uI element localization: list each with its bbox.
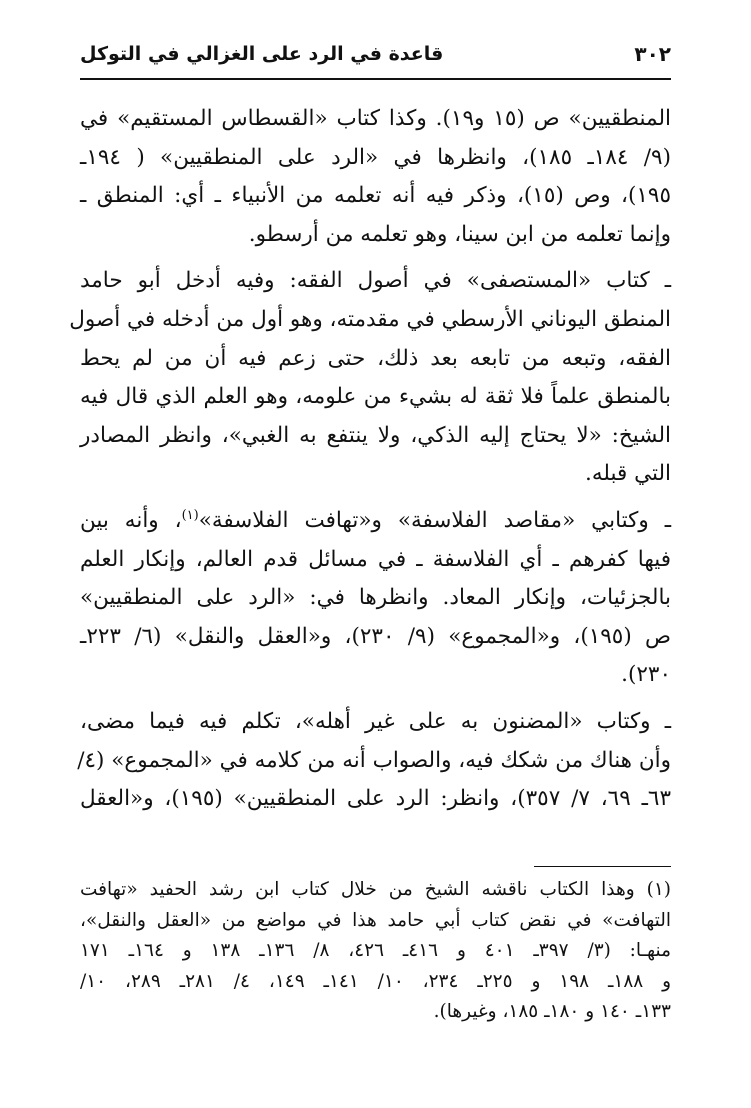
footnote (80, 875, 671, 1028)
text-line: الشيخ: «لا يحتاج إليه الذكي، ولا ينتفع به الغبي»، وانظر المصادر (80, 422, 671, 448)
footnote-line: التهافت» في نقض كتاب أبي حامد هذا في مواضع من «العقل والنقل»، (80, 909, 671, 931)
text-line: ص (١٩٥)، و«المجموع» (٩/ ٢٣٠)، و«العقل والنقل» (٦/ ٢٢٣ـ (80, 623, 672, 649)
text-segment: ـ وكتابي «مقاصد الفلاسفة» و«تهافت الفلاسفة» (198, 507, 672, 533)
footnote-line: ١٣٣ـ ١٤٠ و ١٨٠ـ ١٨٥، وغيرها). (433, 1001, 671, 1022)
footnote-marker: (١) (181, 507, 199, 523)
text-line: الفقه، وتبعه من تابعه بعد ذلك، حتى زعم فيه أن من لم يحط (80, 345, 671, 371)
paragraph (77, 703, 671, 819)
footnote-line: (١) وهذا الكتاب ناقشه الشيخ من خلال كتاب ابن رشد الحفيد «تهافت (80, 879, 671, 900)
text-line: ٦٣ـ ٦٩، ٧/ ٣٥٧)، وانظر: الرد على المنطقيين» (١٩٥)، و«العقل (80, 786, 671, 812)
text-line: بالجزئيات، وإنكار المعاد. وانظرها في: «الرد على المنطقيين» (80, 585, 671, 611)
text-line: التي قبله. (584, 461, 671, 487)
text-line: المنطقيين» ص (١٥ و١٩). وكذا كتاب «القسطاس المستقيم» في (80, 106, 672, 131)
text-line: وأن هناك من شكك فيه، والصواب أنه من كلامه في «المجموع» (٤/ (77, 747, 671, 773)
page-header (80, 34, 671, 74)
text-line: المنطق اليوناني الأرسطي في مقدمته، وهو أول من أدخله في أصول (69, 306, 671, 332)
footnote-line: منهـا: (٣/ ٣٩٧ـ ٤٠١ و ٤١٦ـ ٤٢٦، ٨/ ١٣٦ـ ١٣٨ و ١٦٤ـ ١٧١ (80, 940, 671, 961)
text-line: ١٩٥)، وص (١٥)، وذكر فيه أنه تعلمه من الأنبياء ـ أي: المنطق ـ (80, 183, 671, 209)
text-line: ـ كتاب «المستصفى» في أصول الفقه: وفيه أدخل أبو حامد (80, 268, 671, 294)
paragraph (69, 262, 671, 494)
footnote-rule (534, 866, 671, 867)
text-line: ـ وكتاب «المضنون به على غير أهله»، تكلم فيه فيما مضى، (80, 708, 671, 734)
text-line: بالمنطق علماً فلا ثقة له بشيء من علومه، وهو العلم الذي قال فيه (80, 384, 671, 410)
header-rule (80, 78, 671, 80)
text-line: ٢٣٠). (621, 662, 671, 688)
page-number: ٣٠٢ (634, 42, 671, 66)
paragraph (80, 502, 671, 695)
paragraph (80, 100, 671, 254)
main-text (69, 100, 672, 827)
text-segment: ، وأنه بين (80, 507, 182, 533)
text-line: فيها كفرهم ـ أي الفلاسفة ـ في مسائل قدم العالم، وإنكار العلم (80, 546, 671, 572)
text-line: وإنما تعلمه من ابن سينا، وهو تعلمه من أرسطو. (248, 221, 671, 247)
running-title: قاعدة في الرد على الغزالي في التوكل (80, 43, 444, 65)
text-line (80, 502, 671, 541)
footnote-line: و ١٨٨ـ ١٩٨ و ٢٢٥ـ ٢٣٤، ١٠/ ١٤١ـ ١٤٩، ٤/ ٢٨١ـ ٢٨٩، ١٠/ (80, 970, 672, 992)
text-line: (٩/ ١٨٤ـ ١٨٥)، وانظرها في «الرد على المنطقيين» ( ١٩٤ـ (80, 144, 671, 170)
